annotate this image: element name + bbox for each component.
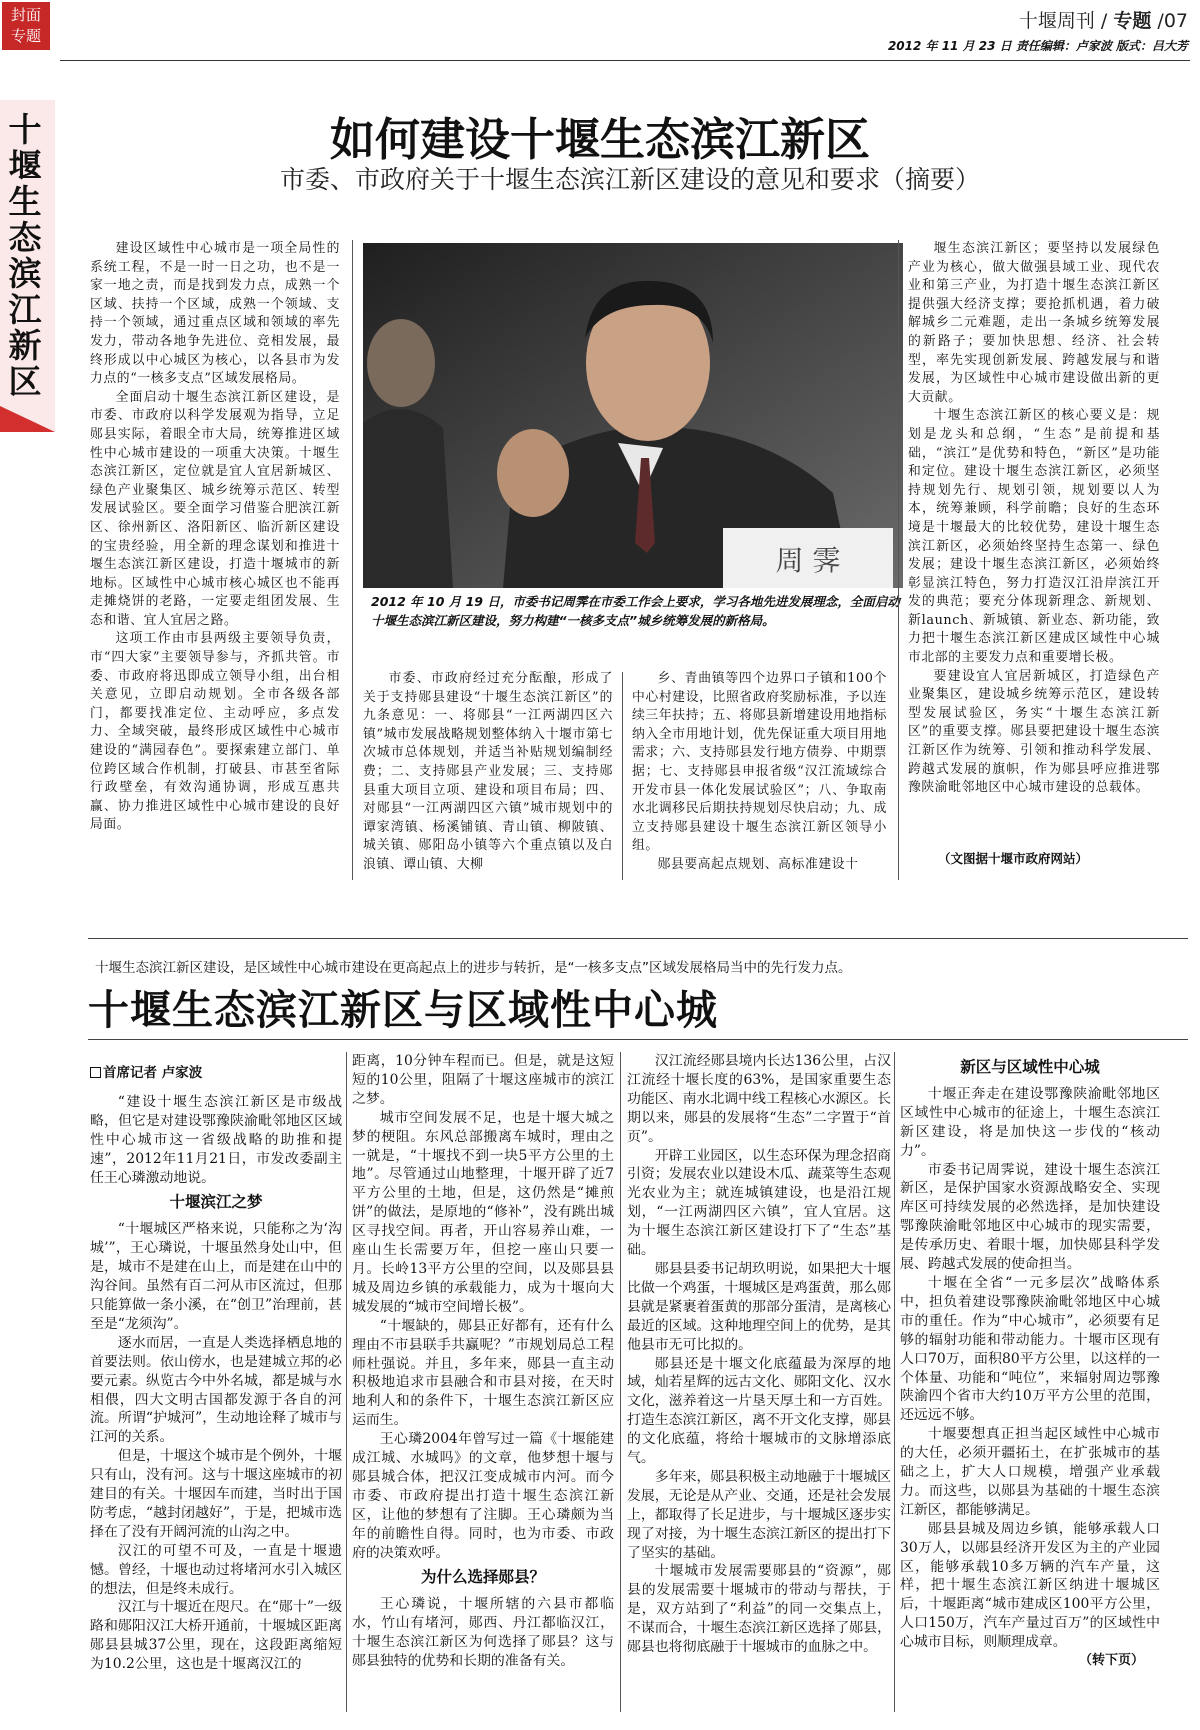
paragraph: 多年来，郧县积极主动地融于十堰城区发展，无论是从产业、交通，还是社会发展上，都取得了长足进步，与十堰城区逐步实现了对接，为十堰生态滨江新区的提出打下了坚实的基础。 (627, 1468, 891, 1561)
paragraph: 汉江流经郧县境内长达136公里，占汉江流经十堰长度的63%，是国家重要生态功能区、南水北调中线工程核心水源区。长期以来，郧县的发展将“生态”二字置于“首页”。 (627, 1053, 891, 1145)
paragraph: “十堰缺的，郧县正好都有，还有什么理由不市县联手共赢呢？”市规划局总工程师杜强说。并且，多年来，郧县一直主动积极地追求市县融合和市县对接，在天时地利人和的条件下，十堰生态滨江新区应运而生。 (352, 1317, 614, 1429)
speaker-photo-illustration (363, 243, 903, 588)
article2-column-2 (352, 1052, 614, 1671)
column-divider (352, 240, 353, 880)
article1-source: （文图据十堰市政府网站） (938, 851, 1089, 866)
paragraph: 距离，10分钟车程而已。但是，就是这短短的10公里，阻隔了十堰这座城市的滨江之梦。 (352, 1053, 614, 1107)
paragraph: 逐水而居，一直是人类选择栖息地的首要法则。依山傍水，也是建城立邦的必要元素。纵览古今中外名城，都是城与水相偎，四大文明古国都发源于各自的河流。所谓“护城河”，生动地诠释了城市与江河的关系。 (90, 1334, 342, 1446)
page-number: /07 (1151, 10, 1188, 32)
paragraph: 王心璘说，十堰所辖的六县市都临水，竹山有堵河，郧西、丹江都临汉江，十堰生态滨江新区为何选择了郧县？这与郧县独特的优势和长期的准备有关。 (352, 1596, 614, 1670)
photo-caption: 2012 年 10 月 19 日，市委书记周霁在市委工作会上要求，学习各地先进发展理念，全面启动十堰生态滨江新区建设，努力构建“一核多支点”城乡统筹发展的新格局。 (371, 594, 900, 628)
byline-text: 首席记者 卢家波 (103, 1065, 203, 1081)
article2-title-rule (88, 1039, 1188, 1040)
paragraph: 汉江的可望不可及，一直是十堰遗憾。曾经，十堰也动过将堵河水引入城区的想法，但是终未成行。 (90, 1542, 342, 1597)
article1-column-1 (90, 240, 340, 835)
masthead (888, 6, 1188, 54)
article2-title: 十堰生态滨江新区与区域性中心城 (88, 986, 718, 1034)
column-divider (622, 672, 623, 880)
article1-title: 如何建设十堰生态滨江新区 (329, 113, 870, 166)
continued-note: （转下页） (1078, 1653, 1144, 1669)
paragraph: 要建设宜人宜居新城区，打造绿色产业聚集区，建设城乡统筹示范区，建设转型发展试验区，务实“十堰生态滨江新区”的重要支撑。郧县要把建设十堰生态滨江新区作为统筹、引领和推动科学发展、跨越式发展的旗帜，作为郧县呼应推进鄂豫陕渝毗邻地区中心城市建设的总载体。 (908, 668, 1160, 796)
section-tag (2, 2, 50, 50)
paragraph: 市委、市政府经过充分酝酿，形成了关于支持郧县建设“十堰生态滨江新区”的九条意见：一、将郧县“一江两湖四区六镇”城市发展战略规划整体纳入十堰市第七次城市总体规划，并适当补贴规划编制经费；二、支持郧县产业发展；三、支持郧县重大项目立项、建设和项目布局；四、对郧县“一江两湖四区六镇”城市规划中的谭家湾镇、杨溪铺镇、青山镇、柳陂镇、城关镇、郧阳岛小镇等六个重点镇以及白浪镇、谭山镇、大柳 (363, 671, 613, 872)
paragraph: 郧县县委书记胡玖明说，如果把大十堰比做一个鸡蛋，十堰城区是鸡蛋黄，那么郧县就是紧裹着蛋黄的那部分蛋清，是离核心最近的区域。这种地理空间上的优势，是其他县市无可比拟的。 (627, 1260, 891, 1353)
subhead: 为什么选择郧县？ (420, 1568, 545, 1587)
column-divider (894, 1052, 895, 1712)
side-banner-title: 十堰生态滨江新区 (8, 110, 42, 401)
article2-column-3 (627, 1052, 891, 1657)
paragraph: “建设十堰生态滨江新区是市级战略，但它是对建设鄂豫陕渝毗邻地区区域性中心城市这一省级战略的助推和提速”，2012年11月21日，市发改委副主任王心璘激动地说。 (90, 1093, 342, 1186)
photo-nameplate: 周 霁 (775, 544, 841, 577)
paragraph: 这项工作由市县两级主要领导负责，市“四大家”主要领导参与，齐抓共管。市委、市政府将迅即成立领导小组，出台相关意见，立即启动规划。全市各级各部门，都要找准定位、主动呼应，多点发力、全域突破，最终形成区域性中心城市建设的“满园春色”。要探索建立部门、单位跨区域合作机制，打破县、市甚至省际行政壁垒，有效沟通协调，形成互惠共赢、协力推进区域性中心城市建设的良好局面。 (90, 631, 340, 833)
article2-column-1 (90, 1064, 342, 1674)
byline-box-icon (90, 1067, 101, 1078)
side-banner-wedge (0, 406, 55, 432)
masthead-separator: / (1094, 10, 1114, 32)
paragraph: 乡、青曲镇等四个边界口子镇和100个中心村建设，比照省政府奖励标准，予以连续三年扶持；五、将郧县新增建设用地指标纳入全市用地计划，优先保证重大项目用地需求；六、支持郧县发行地方债券、中期票据；七、支持郧县申报省级“汉江流域综合开发市县一体化发展试验区”；八、争取南水北调移民后期扶持规划尽快启动；九、成立支持郧县建设十堰生态滨江新区领导小组。 (632, 671, 887, 854)
column-divider (898, 240, 899, 880)
mid-rule (88, 938, 1188, 939)
paragraph: 十堰要想真正担当起区域性中心城市的大任，必须开疆拓土，在扩张城市的基础之上，扩大人口规模，增强产业承载力。而这些，以郧县为基础的十堰生态滨江新区，都能够满足。 (900, 1426, 1160, 1518)
column-divider (620, 1052, 621, 1712)
paragraph: 汉江与十堰近在咫尺。在“郧十”一级路和郧阳汉江大桥开通前，十堰城区距离郧县县城37公里，现在，这段距离缩短为10.2公里，这也是十堰离汉江的 (90, 1599, 342, 1673)
paragraph: 市委书记周霁说，建设十堰生态滨江新区，是保护国家水资源战略安全、实现库区可持续发展的必然选择，是加快建设鄂豫陕渝毗邻地区中心城市的现实需要，是传承历史、着眼十堰，加快郧县科学发展、跨越式发展的使命担当。 (900, 1161, 1160, 1273)
date-editor-line: 2012 年 11 月 23 日 责任编辑：卢家波 版式：吕大芳 (887, 39, 1188, 53)
paragraph: 堰生态滨江新区；要坚持以发展绿色产业为核心，做大做强县域工业、现代农业和第三产业，为打造十堰生态滨江新区提供强大经济支撑；要抢抓机遇，着力破解城乡二元难题，走出一条城乡统筹发展的新路子；要加快思想、经济、社会转型，率先实现创新发展、跨越发展与和谐发展，为区域性中心城市建设做出新的更大贡献。 (908, 241, 1160, 405)
paragraph: 十堰在全省“一元多层次”战略体系中，担负着建设鄂豫陕渝毗邻地区中心城市的重任。作为“中心城市”，必须要有足够的辐射功能和带动能力。十堰市区现有人口70万，面积80平方公里，以这样的一个体量、功能和“吨位”，来辐射周边鄂豫陕渝四个省市大约10万平方公里的范围，还远远不够。 (900, 1274, 1160, 1424)
speaker-photo (363, 243, 903, 588)
paragraph: 十堰生态滨江新区的核心要义是：规划是龙头和总纲，“生态”是前提和基础，“滨江”是优势和特色，“新区”是功能和定位。建设十堰生态滨江新区，必须坚持规划先行、规划引领，规划要以人为本，统筹兼顾，科学前瞻；良好的生态环境是十堰最大的比较优势，建设十堰生态滨江新区，必须始终坚持生态第一、绿色发展；建设十堰生态滨江新区，必须始终彰显滨江特色，努力打造汉江沿岸滨江开发的典范；要充分体现新理念、新规划、新launch、新城镇、新业态、新功能，致力把十堰生态滨江新区建成区域性中心城市北部的主要发力点和重要增长极。 (908, 408, 1160, 666)
paragraph: 全面启动十堰生态滨江新区建设，是市委、市政府以科学发展观为指导，立足郧县实际，着眼全市大局，统筹推进区域性中心城市建设的一项重大决策。十堰生态滨江新区，定位就是宜人宜居新城区、绿色产业聚集区、城乡统筹示范区、转型发展试验区。要全面学习借鉴合肥滨江新区、徐州新区、洛阳新区、临沂新区建设的宝贵经验，用全新的理念谋划和推进十堰生态滨江新区建设，打造十堰城市的新地标。区域性中心城市核心城区也不能再走摊烧饼的老路，一定要走组团发展、生态和谐、宜人宜居之路。 (90, 389, 340, 628)
paragraph: 建设区域性中心城市是一项全局性的系统工程，不是一时一日之功，也不是一家一地之责，而是找到发力点，成熟一个区域、扶持一个区域，成熟一个领域、支持一个领域，通过重点区域和领域的率先发力，带动各地争先进位、竞相发展，最终形成以中心城区为核心，以各县市为发力点的“一核多支点”区域发展格局。 (90, 241, 340, 387)
article2-lede: 十堰生态滨江新区建设，是区域性中心城市建设在更高起点上的进步与转折，是“一核多支点”区域发展格局当中的先行发力点。 (95, 960, 852, 976)
subhead: 十堰滨江之梦 (169, 1193, 263, 1212)
section-tag-line1: 封面 (10, 6, 41, 24)
article2-column-4-body (900, 1058, 1160, 1652)
article1-column-2 (363, 670, 613, 875)
section-tag-line2: 专题 (10, 27, 41, 45)
paragraph: 王心璘2004年曾写过一篇《十堰能建成江城、水城吗》的文章，他梦想十堰与郧县城合体，把汉江变成城市内河。而今市委、市政府提出打造十堰生态滨江新区，让他的梦想有了注脚。王心璘颇为当年的前瞻性自得。同时，也为市委、市政府的决策欢呼。 (352, 1431, 614, 1561)
article1-subtitle: 市委、市政府关于十堰生态滨江新区建设的意见和要求（摘要） (279, 165, 980, 194)
top-rule (60, 60, 1190, 61)
subhead: 新区与区域性中心城 (960, 1058, 1100, 1076)
article2-column-4 (900, 1052, 1160, 1671)
article1-column-4 (908, 240, 1160, 798)
paragraph: 开辟工业园区，以生态环保为理念招商引资；发展农业以建设木瓜、蔬菜等生态观光农业为主；就连城镇建设，也是沿江规划，“一江两湖四区六镇”，宜人宜居。这为十堰生态滨江新区建设打下了“生态”基础。 (627, 1147, 891, 1259)
article2-column-1-body (90, 1093, 342, 1674)
paragraph: 但是，十堰这个城市是个例外，十堰只有山，没有河。这与十堰这座城市的初建目的有关。十堰因车而建，当时出于国防考虑，“越封闭越好”，于是，把城市选择在了没有开阔河流的山沟之中。 (90, 1448, 342, 1540)
section-name: 专题 (1113, 10, 1152, 32)
paragraph: 郧县还是十堰文化底蕴最为深厚的地域，灿若星辉的远古文化、郧阳文化、汉水文化，滋养着这一片垦天厚土和一方百姓。打造生态滨江新区，离不开文化支撑，郧县的文化底蕴，将给十堰城市的文脉增添底气。 (627, 1355, 891, 1467)
paragraph: 郧县要高起点规划、高标准建设十 (657, 856, 859, 872)
paragraph: 城市空间发展不足，也是十堰大城之梦的梗阻。东风总部搬离车城时，理由之一就是，“十堰找不到一块5平方公里的土地”。尽管通过山地整理，十堰开辟了近7平方公里的土地，但是，这仍然是“摊煎饼”的做法，是原地的“修补”，没有跳出城区寻找空间。再者，开山容易养山难，一座山生长需要万年，但挖一座山只要一月。长岭13平方公里的空间，以及郧县县城及周边乡镇的承载能力，成为十堰向大城发展的“城市空间增长极”。 (352, 1109, 614, 1315)
byline (90, 1064, 342, 1083)
column-divider (346, 1052, 347, 1712)
paper-name: 十堰周刊 (1018, 10, 1095, 32)
paragraph: 郧县县城及周边乡镇，能够承载人口30万人，以郧县经济开发区为主的产业园区，能够承载10多万辆的汽车产量，这样，把十堰生态滨江新区纳进十堰城区后，十堰距离“城市建成区100平方公里，人口150万，汽车产量过百万”的区域性中心城市目标，则顺理成章。 (900, 1520, 1160, 1651)
paragraph: “十堰城区严格来说，只能称之为‘沟城’”，王心璘说，十堰虽然身处山中，但是，城市不是建在山上，而是建在山中的沟谷间。虽然有百二河从市区流过，但那只能算做一条小溪，在“创卫”治理前，甚至是“龙须沟”。 (90, 1221, 342, 1332)
paragraph: 十堰城市发展需要郧县的“资源”，郧县的发展需要十堰城市的带动与帮扶，于是，双方站到了“利益”的同一交集点上，不谋而合，十堰生态滨江新区选择了郧县，郧县也将彻底融于十堰城市的血脉之中。 (627, 1563, 891, 1656)
article1-column-3 (632, 670, 887, 875)
paragraph: 十堰正奔走在建设鄂豫陕渝毗邻地区区域性中心城市的征途上，十堰生态滨江新区建设，将是加快这一步伐的“核动力”。 (900, 1085, 1160, 1159)
